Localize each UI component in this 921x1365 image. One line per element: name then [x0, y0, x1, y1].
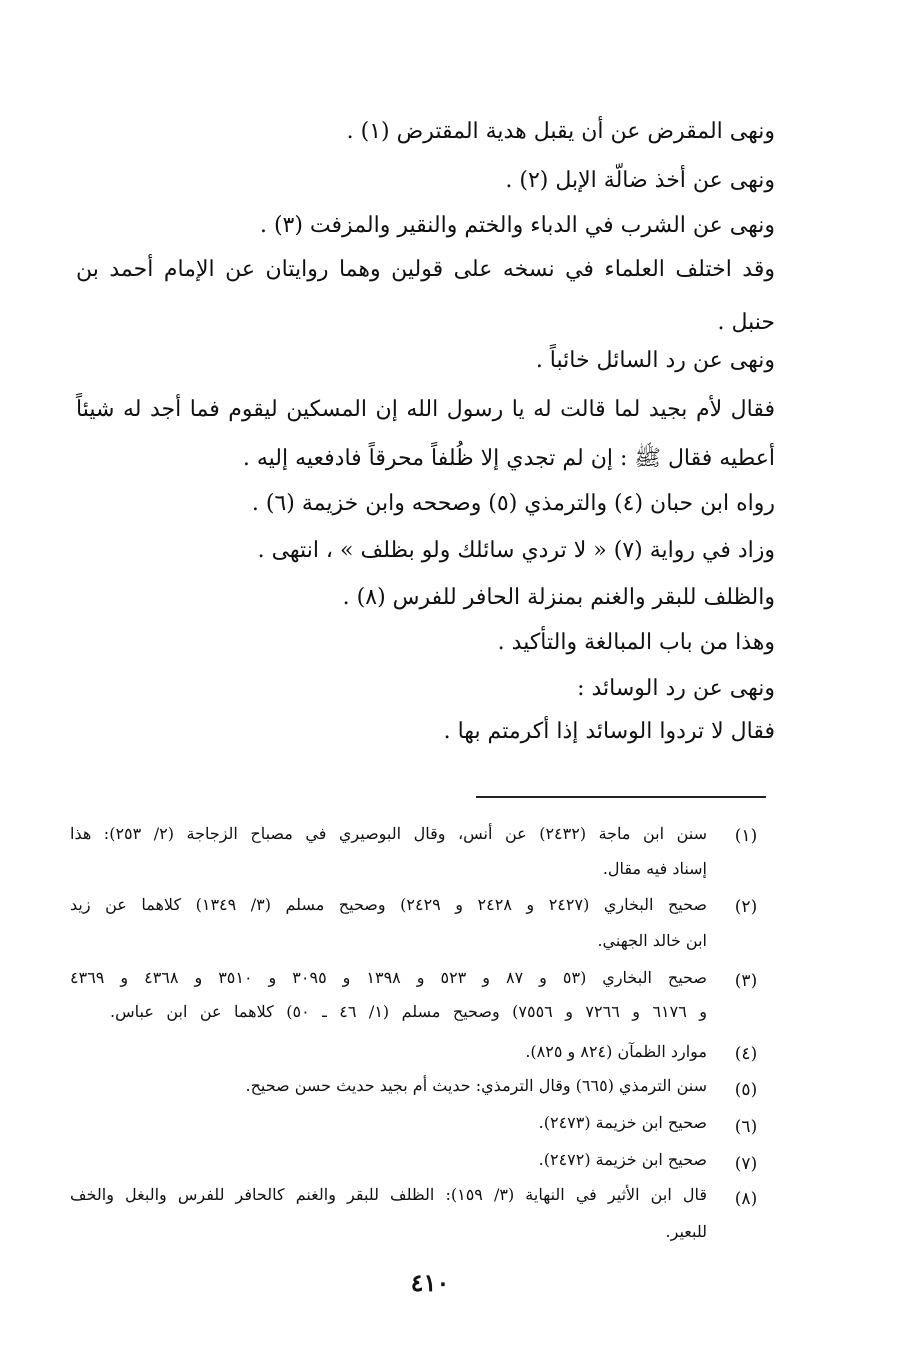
footnote-text: موارد الظمآن (٨٢٤ و ٨٢٥).: [525, 1042, 707, 1061]
body-line: فقال لا تردوا الوسائد إذا أكرمتم بها .: [443, 719, 775, 744]
footnote-text: إسناد فيه مقال.: [602, 859, 707, 878]
body-line: والظلف للبقر والغنم بمنزلة الحافر للفرس (٨) .: [342, 585, 775, 610]
footnote-text: صحيح البخاري (٥٣ و ٨٧ و ٥٢٣ و ١٣٩٨ و ٣٠٩٥ و ٣٥١٠ و ٤٣٦٨ و ٤٣٦٩: [70, 968, 707, 987]
body-line: رواه ابن حبان (٤) والترمذي (٥) وصححه وابن خزيمة (٦) .: [251, 491, 775, 516]
footnote-number: (٥): [734, 1080, 758, 1100]
footnote-number: (٦): [734, 1117, 758, 1137]
footnote-number: (٧): [734, 1154, 758, 1174]
footnote-text: و ٦١٧٦ و ٧٢٦٦ و ٧٥٥٦) وصحيح مسلم (١/ ٤٦ ـ ٥٠) كلاهما عن ابن عباس.: [110, 1002, 707, 1021]
body-line: أعطيه فقال ﷺ : إن لم تجدي إلا ظُلفاً محرقاً فادفعيه إليه .: [242, 446, 775, 471]
footnote-number: (٨): [734, 1189, 758, 1209]
page-number: ٤١٠: [410, 1268, 450, 1297]
body-line: ونهى عن الشرب في الدباء والختم والنقير والمزفت (٣) .: [259, 213, 775, 238]
footnote-text: قال ابن الأثير في النهاية (٣/ ١٥٩): الظلف للبقر والغنم كالحافر للفرس والبغل والخف: [70, 1185, 708, 1204]
body-line: ونهى عن رد الوسائد :: [577, 676, 775, 701]
footnote-text: صحيح ابن خزيمة (٢٤٧٢).: [538, 1150, 707, 1169]
body-line: وهذا من باب المبالغة والتأكيد .: [497, 630, 775, 655]
footnote-separator: [476, 796, 766, 798]
body-line: ونهى عن أخذ ضالّة الإبل (٢) .: [505, 168, 775, 193]
footnote-number: (٣): [734, 971, 758, 991]
body-line: ونهى عن رد السائل خائباً .: [535, 348, 775, 373]
footnote-text: سنن ابن ماجة (٢٤٣٢) عن أنس، وقال البوصيري في مصباح الزجاجة (٢/ ٢٥٣): هذا: [70, 824, 708, 843]
body-line: وزاد في رواية (٧) « لا تردي سائلك ولو بظلف » ، انتهى .: [257, 538, 775, 563]
footnote-text: ابن خالد الجهني.: [597, 931, 707, 950]
body-line: وقد اختلف العلماء في نسخه على قولين وهما روايتان عن الإمام أحمد بن: [76, 257, 775, 282]
footnote-number: (٤): [734, 1044, 758, 1064]
footnote-text: للبعير.: [665, 1222, 707, 1241]
body-line: فقال لأم بجيد لما قالت له يا رسول الله إن المسكين ليقوم فما أجد له شيئاً: [76, 397, 775, 422]
footnote-text: صحيح البخاري (٢٤٢٧ و ٢٤٢٨ و ٢٤٢٩) وصحيح مسلم (٣/ ١٣٤٩) كلاهما عن زيد: [70, 895, 708, 914]
footnote-number: (٢): [734, 897, 758, 917]
footnote-text: صحيح ابن خزيمة (٢٤٧٣).: [538, 1113, 707, 1132]
body-line: حنبل .: [717, 310, 775, 335]
footnote-number: (١): [734, 826, 758, 846]
body-line: ونهى المقرض عن أن يقبل هدية المقترض (١) .: [346, 119, 775, 144]
footnote-text: سنن الترمذي (٦٦٥) وقال الترمذي: حديث أم بجيد حديث حسن صحيح.: [245, 1076, 707, 1095]
